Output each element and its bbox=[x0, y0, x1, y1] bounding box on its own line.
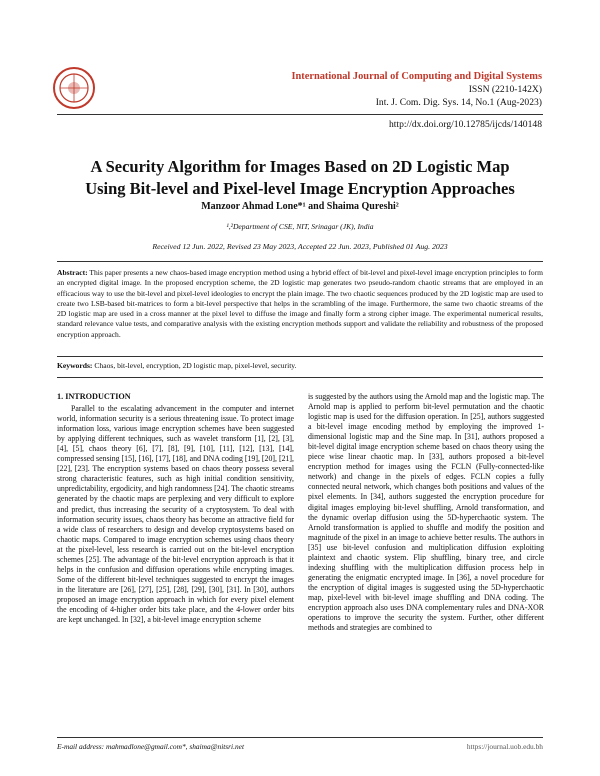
abstract-bottom-rule bbox=[57, 356, 543, 357]
journal-name: International Journal of Computing and Digital Systems bbox=[291, 71, 542, 82]
footer-rule bbox=[57, 737, 543, 738]
header-rule bbox=[57, 114, 543, 115]
doi-link[interactable]: http://dx.doi.org/10.12785/ijcds/140148 bbox=[388, 119, 542, 130]
intro-paragraph-left: Parallel to the escalating advancement in the computer and internet world, information security is a serious threatening issue. To protect image information loss, various image encryption schemes have been suggested by applying different techniques, such as wavelet transform [1], [2], [3], [4], [5], chaos theory [6], [7], [8], [9], [10], [11], [12], [13], [14], compressed sensing [15], [16], [17], [18], and DNA coding [19], [20], [21], [22], [23]. The encryption systems based on chaos theory possess several strong characteristic features, such as high initial condition sensitivity, unpredictability, ergodicity, and high randomness [24]. The chaotic streams generated by the chaotic maps are perplexing and very difficult to explore and predict, thus increasing the security of a cryptosystem. To deal with information security issues, chaos theory has become an attractive field for a wide class of researchers to design and develop cryptosystems based on chaotic maps. Compared to image encryption schemes using chaos theory at the pixel-level, less research is carried out on the bit-level encryption schemes [25]. The advantage of the bit-level encryption approach is that it helps in the confusion and diffusion operations while encrypting images. Some of the different bit-level techniques suggested to encrypt the images in the literature are [26], [27], [25], [28], [29], [30], [31]. In [30], authors proposed an image encryption approach in which for every pixel element the encoding of 4-higher order bits take place, and the 4-lower order bits are kept unchanged. In [32], a bit-level image encryption scheme bbox=[57, 404, 294, 625]
intro-paragraph-right: is suggested by the authors using the Arnold map and the logistic map. The Arnold map is applied to perform bit-level permutation and the chaotic logistic map is used for the diffusion operation. In [25], authors suggested a bit-level image encoding method by employing the improved 1-dimensional logistic map and the Sine map. In [31], authors proposed a bit-level digital image encryption scheme based on chaos theory using the piece wise linear chaotic map. In [33], authors proposed a bit-level encryption method for images using the FCLN (Fully-connected-like network) and change in the pixels of edges. FCLN copies a fully connected neural network, which changes both positions and values of the pixel elements. In [34], authors suggested the encryption procedure for digital images employing bit-level shuffling, Arnold transformation, and the dynamic overlap diffusion using the 5D-hyperchaotic system. The Arnold transformation is applied to shuffle and modify the position and magnitude of the pixel in an image to achieve better results. The authors in [35] use bit-level confusion and multiplication diffusion exploiting plaintext and chaotic system. Flip shuffling, binary tree, and circle indexing shuffling with the multiplication diffusion process help in generating the enigmatic encrypted image. In [36], a novel procedure for the encryption of digital images is suggested using the 5D-hyperchaotic map, pixel-level with bit-level image shuffling and DNA coding. The encryption approach also uses DNA complementary rules and DNA-XOR operations to improve the security the system. Further, other different methods and strategies are combined to bbox=[308, 392, 544, 633]
keywords-text: Chaos, bit-level, encryption, 2D logistic map, pixel-level, security. bbox=[94, 361, 297, 370]
affiliation: ¹,²Department of CSE, NIT, Srinagar (JK), India bbox=[226, 222, 374, 231]
abstract-top-rule bbox=[57, 261, 543, 262]
abstract-label: Abstract: bbox=[57, 268, 88, 277]
authors: Manzoor Ahmad Lone*¹ and Shaima Qureshi² bbox=[201, 201, 399, 212]
keywords-rule bbox=[57, 377, 543, 378]
journal-header bbox=[291, 70, 542, 109]
title-line-1: A Security Algorithm for Images Based on 2D Logistic Map bbox=[90, 157, 510, 176]
title-line-2: Using Bit-level and Pixel-level Image Encryption Approaches bbox=[85, 179, 515, 198]
abstract-text: This paper presents a new chaos-based image encryption method using a hybrid effect of bit-level and pixel-level image encryption principles to form an encrypted digital image. In the proposed encryption scheme, the 2D logistic map generates two pseudo-random chaotic streams that are employed in an efficacious way to use the bit-level and pixel-level ideologies to encrypt the plain image. The two chaotic sequences produced by the 2D logistic map are used to create two LSB-based bit-matrices to form a bit-level perspective that helps in the scrambling of the image. Furthermore, the same two chaotic streams of the 2D logistic map are used in a cross manner at the pixel level to diffuse the image and finally form a strong cipher image. The experimental numerical results, standard relevance value tests, and comparative analysis with the existing encryption methods support and validate the reliability and robustness of the proposed encryption approach. bbox=[57, 268, 543, 339]
right-column bbox=[308, 392, 544, 633]
journal-logo bbox=[52, 66, 96, 110]
paper-title bbox=[40, 156, 560, 200]
footer bbox=[57, 742, 543, 751]
publication-dates: Received 12 Jun. 2022, Revised 23 May 2023, Accepted 22 Jun. 2023, Published 01 Aug. 2023 bbox=[152, 242, 448, 251]
left-column bbox=[57, 392, 294, 625]
section-heading: 1. INTRODUCTION bbox=[57, 392, 131, 401]
footer-email: E-mail address: mahmadlone@gmail.com*, shaima@nitsri.net bbox=[57, 742, 244, 751]
footer-url[interactable]: https://journal.uob.edu.bh bbox=[466, 742, 543, 751]
journal-citation: Int. J. Com. Dig. Sys. 14, No.1 (Aug-2023) bbox=[375, 97, 542, 108]
abstract bbox=[57, 268, 543, 340]
keywords bbox=[57, 361, 543, 370]
journal-issn: ISSN (2210-142X) bbox=[468, 84, 542, 95]
keywords-label: Keywords: bbox=[57, 361, 93, 370]
